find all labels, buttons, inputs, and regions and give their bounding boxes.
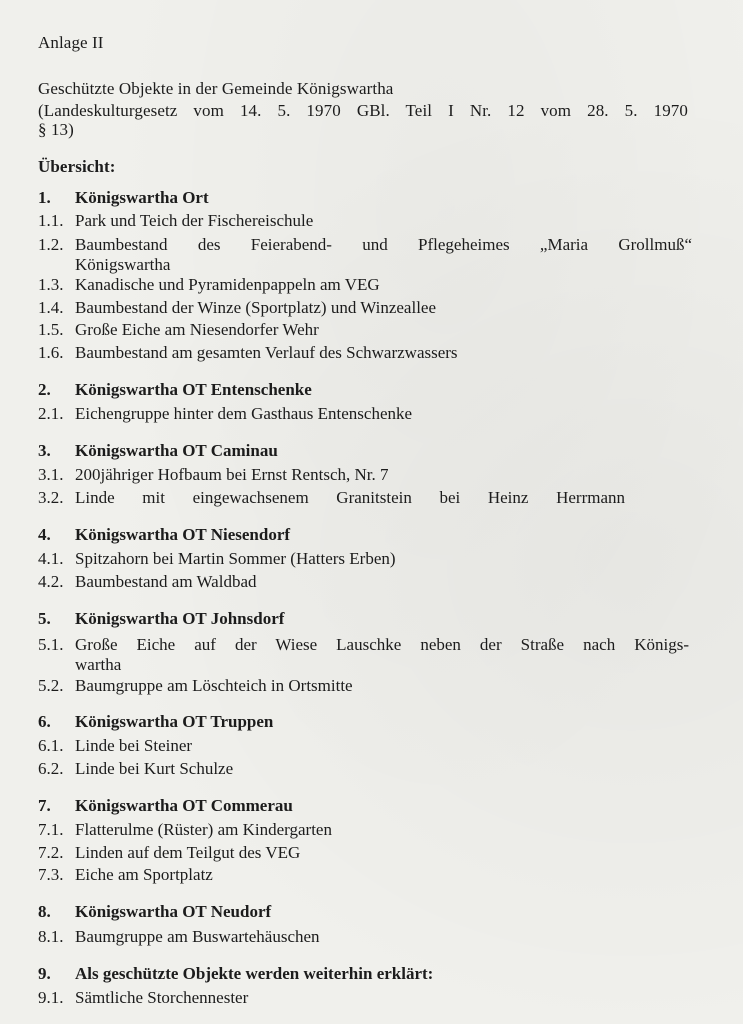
list-item: Spitzahorn bei Martin Sommer (Hatters Erben) <box>75 549 396 568</box>
list-item: Kanadische und Pyramidenpappeln am VEG <box>75 275 380 294</box>
item-number: 3.1. <box>38 465 64 484</box>
item-number: 6.2. <box>38 759 64 778</box>
list-item: Baumbestand am Waldbad <box>75 572 257 591</box>
item-number: 6.1. <box>38 736 64 755</box>
section-number: 3. <box>38 441 51 460</box>
section-heading: Königswartha OT Niesendorf <box>75 525 291 544</box>
list-item: Eichengruppe hinter dem Gasthaus Entenschenke <box>75 404 413 423</box>
annex-label: Anlage II <box>38 33 104 52</box>
section-heading: Königswartha OT Commerau <box>75 796 293 815</box>
item-number: 5.2. <box>38 676 64 695</box>
item-number: 1.4. <box>38 298 64 317</box>
list-item: Linde mit eingewachsenem Granitstein bei Heinz Herrmann <box>75 488 625 507</box>
item-number: 1.6. <box>38 343 64 362</box>
item-number: 4.1. <box>38 549 64 568</box>
item-number: 1.3. <box>38 275 64 294</box>
section-number: 1. <box>38 188 51 207</box>
item-number: 4.2. <box>38 572 64 591</box>
list-item: Park und Teich der Fischereischule <box>75 211 314 230</box>
item-number: 2.1. <box>38 404 64 423</box>
section-number: 6. <box>38 712 51 731</box>
document-title: Geschützte Objekte in der Gemeinde Königswartha <box>38 79 394 98</box>
item-number: 1.5. <box>38 320 64 339</box>
list-item: Linde bei Steiner <box>75 736 193 755</box>
list-item: Baumgruppe am Löschteich in Ortsmitte <box>75 676 353 695</box>
list-item: Große Eiche am Niesendorfer Wehr <box>75 320 319 339</box>
section-heading: Königswartha OT Truppen <box>75 712 274 731</box>
item-number: 5.1. <box>38 635 64 654</box>
list-item: Linde bei Kurt Schulze <box>75 759 234 778</box>
item-number: 7.2. <box>38 843 64 862</box>
document-title-law-paragraph: § 13) <box>38 120 74 139</box>
section-number: 8. <box>38 902 51 921</box>
list-item-continuation: Königswartha <box>75 255 171 274</box>
section-heading: Königswartha OT Johnsdorf <box>75 609 285 628</box>
section-heading: Königswartha Ort <box>75 188 209 207</box>
list-item: Baumbestand des Feierabend- und Pflegeheimes „Maria Grollmuß“ <box>75 235 692 254</box>
item-number: 7.3. <box>38 865 64 884</box>
item-number: 3.2. <box>38 488 64 507</box>
list-item: Baumgruppe am Buswartehäuschen <box>75 927 320 946</box>
item-number: 1.1. <box>38 211 64 230</box>
document-title-law-reference: (Landeskulturgesetz vom 14. 5. 1970 GBl. Teil I Nr. 12 vom 28. 5. 1970 <box>38 101 688 120</box>
section-number: 4. <box>38 525 51 544</box>
section-heading: Königswartha OT Caminau <box>75 441 278 460</box>
list-item: Große Eiche auf der Wiese Lauschke neben der Straße nach Königs- <box>75 635 689 654</box>
list-item: Sämtliche Storchennester <box>75 988 249 1007</box>
overview-heading: Übersicht: <box>38 157 116 176</box>
item-number: 8.1. <box>38 927 64 946</box>
list-item: Linden auf dem Teilgut des VEG <box>75 843 301 862</box>
section-heading: Als geschützte Objekte werden weiterhin erklärt: <box>75 964 434 983</box>
section-number: 9. <box>38 964 51 983</box>
list-item: 200jähriger Hofbaum bei Ernst Rentsch, Nr. 7 <box>75 465 389 484</box>
item-number: 1.2. <box>38 235 64 254</box>
list-item-continuation: wartha <box>75 655 122 674</box>
section-number: 7. <box>38 796 51 815</box>
section-heading: Königswartha OT Neudorf <box>75 902 272 921</box>
section-number: 2. <box>38 380 51 399</box>
item-number: 9.1. <box>38 988 64 1007</box>
list-item: Flatterulme (Rüster) am Kindergarten <box>75 820 332 839</box>
list-item: Baumbestand am gesamten Verlauf des Schwarzwassers <box>75 343 458 362</box>
list-item: Eiche am Sportplatz <box>75 865 213 884</box>
section-number: 5. <box>38 609 51 628</box>
section-heading: Königswartha OT Entenschenke <box>75 380 312 399</box>
item-number: 7.1. <box>38 820 64 839</box>
list-item: Baumbestand der Winze (Sportplatz) und Winzeallee <box>75 298 437 317</box>
